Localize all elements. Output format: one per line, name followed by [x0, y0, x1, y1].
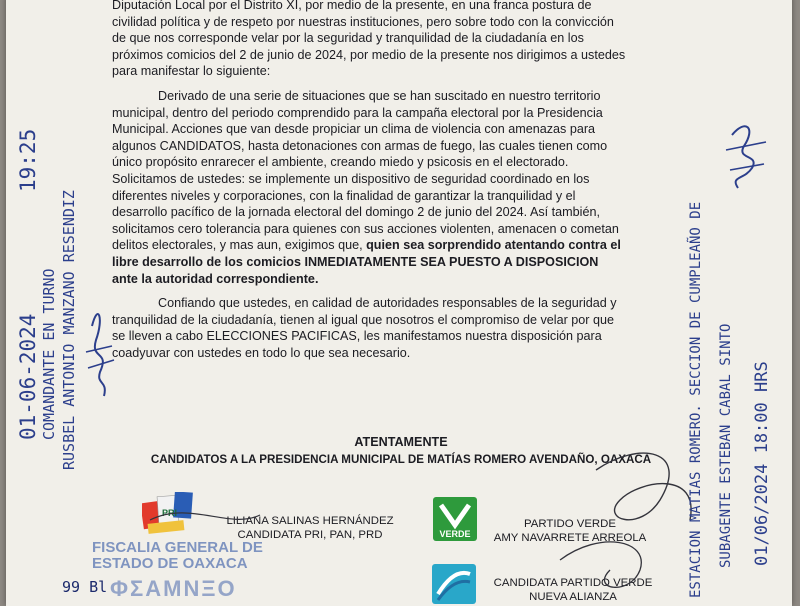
- closing-paragraph: [112, 295, 690, 361]
- text-line: diferentes niveles y corporaciones, con la finalidad de garantizar la tranquilidad y el: [112, 188, 576, 203]
- text-line: solicitamos cero tolerancia para quienes con sus acciones violenten, amenacen o cometan: [112, 221, 619, 236]
- request-paragraph: [112, 88, 690, 287]
- text-line: Municipal. Acciones que van desde propiciar un clima de violencia con amenazas para: [112, 122, 596, 137]
- verde-logo-text: VERDE: [439, 529, 471, 539]
- nueva-alianza-logo: [432, 564, 476, 604]
- signature-left: [200, 514, 420, 542]
- signer-party: PARTIDO VERDE: [524, 518, 616, 530]
- letter-closing: [112, 434, 690, 468]
- text-line: Confiando que ustedes, en calidad de autoridades responsables de la seguridad y: [158, 296, 617, 311]
- bold-line: [112, 254, 690, 271]
- signer-name: AMY NAVARRETE ARREOLA: [493, 532, 647, 544]
- stamp-number: 99 Bl: [62, 578, 108, 596]
- text-line: desarrollo pacífico de la jornada electoral del domingo 2 de junio del 2024. Así también,: [112, 205, 600, 220]
- text-line: Derivado de una serie de situaciones que se han suscitado en nuestro territorio: [158, 88, 601, 103]
- salutation: ATENTAMENTE: [354, 435, 448, 449]
- signer-role: CANDIDATA PARTIDO VERDE: [493, 577, 653, 589]
- text-line: algunos CANDIDATOS, hasta detonaciones con armas de fuego, las cuales tienen como: [112, 138, 608, 153]
- bold-fragment: ante la autoridad correspondiente.: [112, 271, 319, 286]
- handwritten-margin-right-line3: 01/06/2024 18:00 HRS: [752, 361, 772, 566]
- bold-fragment: libre desarrollo de los comicios INMEDIATAMENTE SEA PUESTO A DISPOSICION: [112, 254, 599, 269]
- text-line: municipal, dentro del periodo comprendido para la campaña electoral por la Presidencia: [112, 105, 603, 120]
- signers-heading: CANDIDATOS A LA PRESIDENCIA MUNICIPAL DE MATÍAS ROMERO AVENDAÑO, OAXACA: [150, 453, 652, 466]
- text-line: civilidad política y de respeto por nuestras instituciones, pero sobre todo con la convicción: [112, 14, 614, 29]
- text-line: tranquilidad de la ciudadanía, tienen al igual que nosotros el compromiso de velar por que: [112, 312, 614, 327]
- text-line: único propósito enrarecer el ambiente, creando miedo y psicosis en el electorado.: [112, 155, 569, 170]
- text-line: [112, 237, 690, 254]
- text-line: de que nos corresponde velar por la seguridad y tranquilidad de la ciudadanía en los: [112, 31, 584, 46]
- text-line: Solicitamos de ustedes: se implemente un dispositivo de seguridad coordinado en los: [112, 171, 590, 186]
- handwritten-margin-right-line1: ESTACION MATIAS ROMERO. SECCION DE CUMPLEAÑO DE: [688, 201, 704, 598]
- letter-body: [112, 0, 690, 361]
- signer-role: CANDIDATA PRI, PAN, PRD: [237, 529, 383, 541]
- signature-right-1: [475, 517, 665, 545]
- stamp-line: ESTADO DE OAXACA: [92, 555, 248, 572]
- handwritten-margin-left-line1: COMANDANTE EN TURNO: [40, 268, 58, 440]
- handwritten-margin-left-time: 19:25: [16, 128, 40, 192]
- handwritten-margin-right-line2: SUBAGENTE ESTEBAN CABAL SINTO: [718, 323, 734, 568]
- stamp-line: FISCALIA GENERAL DE: [92, 539, 263, 556]
- text-line: coadyuvar con ustedes en todo lo que sea necesario.: [112, 345, 411, 360]
- pri-logo-text: PRI: [162, 508, 178, 518]
- reception-stamp: [92, 540, 263, 572]
- handwritten-margin-left-date: 01-06-2024: [16, 313, 40, 440]
- pri-pan-prd-logo: [142, 492, 194, 536]
- signer-sub: NUEVA ALIANZA: [529, 591, 617, 603]
- text-line: Diputación Local por el Distrito XI, por medio de la presente, en una franca postura de: [112, 0, 592, 12]
- handwritten-margin-left-line2: RUSBEL ANTONIO MANZANO RESENDIZ: [60, 190, 78, 470]
- bold-fragment: quien sea sorprendido atentando contra el: [366, 238, 621, 253]
- stamp-mark: ΦΣΑΜΝΞΟ: [110, 576, 237, 601]
- text-line: próximos comicios del 2 de junio de 2024, por medio de la presente nos dirigimos a ustedes: [112, 47, 626, 62]
- signer-name: LILIANA SALINAS HERNÁNDEZ: [226, 515, 394, 527]
- bold-line: [112, 271, 690, 288]
- text-fragment: delitos electorales, y mas aun, exigimos que,: [112, 238, 363, 253]
- intro-paragraph: [112, 0, 690, 80]
- text-line: para manifestar lo siguiente:: [112, 64, 271, 79]
- text-line: se lleven a cabo ELECCIONES PACIFICAS, les manifestamos nuestra disposición para: [112, 329, 602, 344]
- verde-logo: [433, 497, 477, 541]
